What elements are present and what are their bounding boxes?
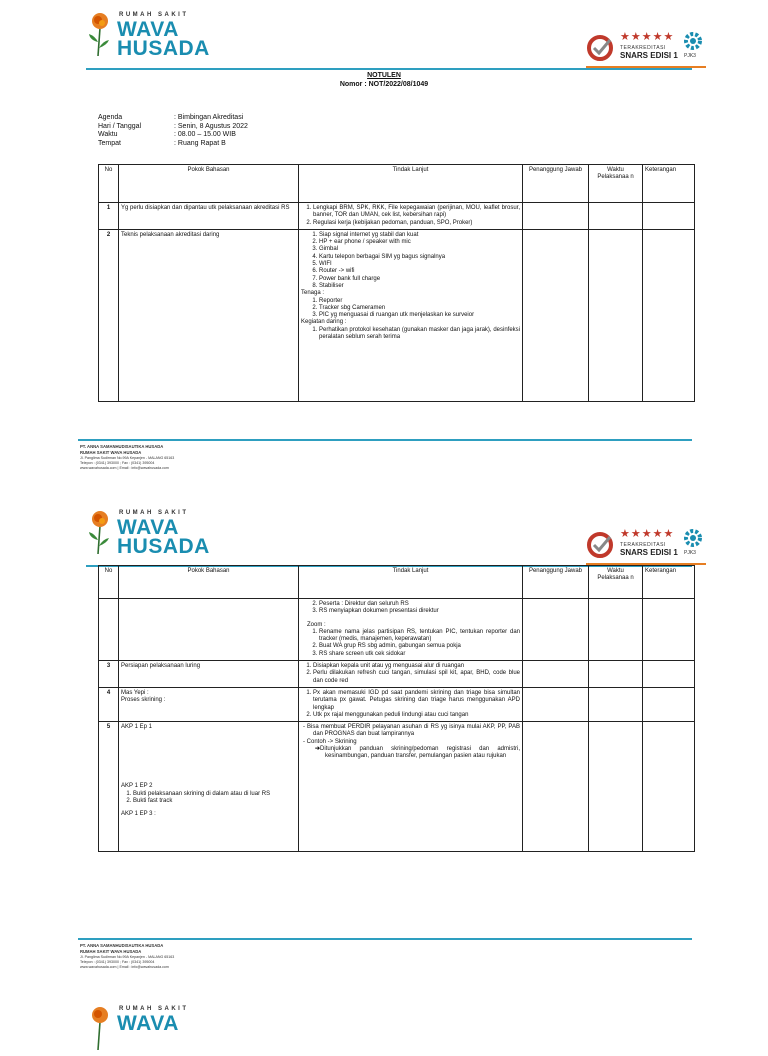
list-item: 1. Bukti pelaksanaan skrining di dalam atau di luar RS (133, 791, 296, 798)
list-item: 3. PIC yg menguasai di ruangan utk menjelaskan ke surveior (319, 312, 520, 319)
footer (80, 943, 280, 970)
pokok-line: Proses skrining : (121, 697, 166, 704)
list-item: 7. Power bank full charge (319, 276, 520, 283)
list-item: 3. RS menyiapkan dokumen presentasi direktur (319, 608, 520, 615)
row-tindak (299, 661, 523, 688)
gear-icon (682, 30, 704, 52)
list-item: 2. Bukti fast track (133, 798, 296, 805)
header-keterangan: Keterangan (643, 165, 695, 203)
row-no: 3 (99, 661, 119, 688)
row-ket (643, 599, 695, 661)
logo-wava: WAVA (117, 1012, 179, 1035)
table-header-row (99, 566, 695, 599)
header-accent (586, 66, 706, 68)
arrow-item: ➔ Ditunjukkan panduan skrining/pedoman registrasi dan admistri, kesinambungan, panduan transfer, pemulangan pasien atau rujukan (325, 746, 520, 761)
kegiatan-label: Kegiatan daring : (301, 319, 347, 326)
row-tindak (299, 599, 523, 661)
rose-icon (86, 1006, 114, 1052)
list-item: 2. Buat WA grup RS sbg admin, gabungan semua pokja (319, 643, 520, 650)
meta-value: : Senin, 8 Agustus 2022 (174, 122, 248, 130)
hospital-logo (86, 510, 216, 560)
row-waktu (589, 229, 643, 401)
header-waktu: Waktu Pelaksanaa n (589, 165, 643, 203)
row-pokok (119, 687, 299, 721)
row-pokok: Persiapan pelaksanaan luring (119, 661, 299, 688)
table-row (99, 229, 695, 401)
pokok-line: AKP 1 EP 3 : (121, 811, 156, 818)
row-pokok: Yg perlu disiapkan dan dipantau utk pelaksanaan akreditasi RS (119, 203, 299, 230)
list-item: 1. Perhatikan protokol kesehatan (gunakan masker dan jaga jarak), desinfeksi peralatan seblum serah terima (319, 327, 520, 342)
list-item: 3. RS share screen utk cek sidokar (319, 651, 520, 658)
row-tindak (299, 687, 523, 721)
list-item: 2. Tracker sbg Cameramen (319, 305, 520, 312)
rose-icon (86, 510, 114, 556)
logo-husada: HUSADA (117, 535, 210, 558)
table-row (99, 599, 695, 661)
list-item: - Bisa membuat PERDIR pelayanan asuhan di RS yg isinya mulai AKP, PP, PAB dan PROGNAS dan buat lampirannya (313, 724, 520, 739)
gear-icon (682, 527, 704, 549)
list-item: 1. Px akan memasuki IGD pd saat pandemi skrining dan triage bisa simultan terutama px gawat. Petugas skrining dan triage harus menggunakan APD lengkap (313, 690, 520, 712)
row-tindak (299, 722, 523, 852)
doc-number: Nomor : NOT/2022/08/1049 (339, 81, 429, 88)
list-item: 6. Router -> wifi (319, 268, 520, 275)
list-item: 5. WIFI (319, 261, 520, 268)
meta-value: : 08.00 – 15.00 WIB (174, 131, 236, 138)
row-no: 2 (99, 229, 119, 401)
list-item: 2. Regulasi kerja (kebijakan pedoman, panduan, SPO, Proker) (313, 220, 520, 227)
row-pj (523, 661, 589, 688)
footer-address: Jl. Panglima Sudirman No.99A Kepanjen - MALANG 65163 (80, 456, 175, 460)
header-pj: Penanggung Jawab (523, 566, 589, 599)
snars-mark-icon (586, 34, 616, 64)
row-waktu (589, 687, 643, 721)
row-waktu (589, 722, 643, 852)
table-row (99, 722, 695, 852)
footer-address: Jl. Panglima Sudirman No.99A Kepanjen - MALANG 65163 (80, 955, 175, 959)
row-pokok: Teknis pelaksanaan akreditasi daring (119, 229, 299, 401)
row-pj (523, 599, 589, 661)
rating-stars: ★★★★★ (620, 528, 675, 540)
row-pj (523, 722, 589, 852)
hospital-logo (86, 12, 216, 62)
row-ket (643, 203, 695, 230)
list-item: 1. Reporter (319, 298, 520, 305)
footer-web: www.wavahusada.com | Email : info@wavahusada.com (80, 965, 169, 969)
meta-key: Hari / Tanggal (98, 122, 142, 130)
row-pokok (119, 722, 299, 852)
logo-wava: WAVA (117, 516, 179, 539)
zoom-label: Zoom : (307, 621, 326, 628)
list-item: 1. Rename nama jelas partisipan RS, tentukan PIC, tentukan reporter dan tracker (medis, manajemen, keperawatan) (319, 629, 520, 644)
doc-title: NOTULEN (367, 72, 401, 79)
row-waktu (589, 661, 643, 688)
snars-mark-icon (586, 531, 616, 561)
header-waktu: Waktu Pelaksanaa n (589, 566, 643, 599)
row-no: 5 (99, 722, 119, 852)
list-item: 1. Siap signal internet yg stabil dan kuat (319, 232, 520, 239)
table-row (99, 203, 695, 230)
rose-icon (86, 12, 114, 58)
logo-rumah-sakit: RUMAH SAKIT (119, 12, 189, 18)
footer-hospital: RUMAH SAKIT WAVA HUSADA (80, 949, 142, 954)
accreditation-badge (586, 30, 706, 70)
row-pj (523, 229, 589, 401)
accreditation-badge (586, 527, 706, 567)
header-keterangan: Keterangan (643, 566, 695, 599)
list-item: 2. HP + ear phone / speaker with mic (319, 239, 520, 246)
hospital-logo (86, 1006, 216, 1056)
footer-company: PT. ANNA SAMANHUDISAUTIKA HUSADA (80, 943, 164, 948)
logo-rumah-sakit: RUMAH SAKIT (119, 1006, 189, 1012)
accreditation-line2: SNARS EDISI 1 (620, 548, 678, 557)
row-no (99, 599, 119, 661)
row-waktu (589, 599, 643, 661)
logo-husada: HUSADA (117, 37, 210, 60)
row-ket (643, 229, 695, 401)
minutes-table (98, 164, 695, 402)
footer-company: PT. ANNA SAMANHUDISAUTIKA HUSADA (80, 444, 164, 449)
pokok-line: AKP 1 EP 2 (121, 783, 153, 790)
minutes-table (98, 565, 695, 852)
rating-stars: ★★★★★ (620, 31, 675, 43)
list-item: 8. Stabiliser (319, 283, 520, 290)
meta-value: : Ruang Rapat B (174, 139, 226, 147)
list-item: 2. Peserta : Direktur dan seluruh RS (319, 601, 520, 608)
meeting-meta (98, 114, 248, 148)
header-tindak: Tindak Lanjut (299, 566, 523, 599)
list-item: 3. Gimbal (319, 246, 520, 253)
footer-web: www.wavahusada.com | Email : info@wavahusada.com (80, 466, 169, 470)
header-no: No (99, 566, 119, 599)
table-row (99, 687, 695, 721)
meta-value: : Bimbingan Akreditasi (174, 114, 244, 121)
row-pokok (119, 599, 299, 661)
footer-phone: Telepon : (0341) 393000 ; Fax : (0341) 395004 (80, 461, 155, 465)
table-header-row (99, 165, 695, 203)
meta-key: Tempat (98, 139, 121, 147)
list-item: 2. Utk px rajal menggunakan peduli lindungi atau cuci tangan (313, 712, 520, 719)
row-tindak (299, 203, 523, 230)
row-pj (523, 687, 589, 721)
row-pj (523, 203, 589, 230)
row-no: 4 (99, 687, 119, 721)
row-ket (643, 722, 695, 852)
header-pj: Penanggung Jawab (523, 165, 589, 203)
row-ket (643, 687, 695, 721)
row-tindak (299, 229, 523, 401)
pokok-line: AKP 1 Ep 1 (121, 724, 152, 731)
footer-divider (78, 938, 692, 940)
list-item: 1. Lengkapi BRM, SPK, RKK, File kepegawaian (perijinan, MOU, leaflet brosur, banner, TOR dan UMAN, cek list, kebersihan rapi) (313, 205, 520, 220)
header-pokok: Pokok Bahasan (119, 165, 299, 203)
list-item: 1. Disiapkan kepala unit atau yg menguasai alur di ruangan (313, 663, 520, 670)
pjk3-label: PJK3 (684, 53, 696, 59)
footer-hospital: RUMAH SAKIT WAVA HUSADA (80, 450, 142, 455)
row-waktu (589, 203, 643, 230)
footer-divider (78, 439, 692, 441)
list-item: 2. Perlu dilakukan refresh cuci tangan, simulasi spil kit, apar, BHD, code blue dan code red (313, 670, 520, 685)
pjk3-label: PJK3 (684, 550, 696, 556)
meta-key: Waktu (98, 131, 118, 138)
logo-wava: WAVA (117, 18, 179, 41)
table-row (99, 661, 695, 688)
accreditation-line2: SNARS EDISI 1 (620, 51, 678, 60)
header-tindak: Tindak Lanjut (299, 165, 523, 203)
header-pokok: Pokok Bahasan (119, 566, 299, 599)
row-no: 1 (99, 203, 119, 230)
row-ket (643, 661, 695, 688)
footer (80, 444, 280, 471)
logo-rumah-sakit: RUMAH SAKIT (119, 510, 189, 516)
header-divider (86, 68, 692, 70)
list-item: - Contoh -> Skrining (313, 739, 520, 746)
list-item: 4. Kartu telepon berbagai SIM yg bagus signalnya (319, 254, 520, 261)
accreditation-line1: TERAKREDITASI (620, 45, 666, 51)
meta-key: Agenda (98, 114, 123, 121)
tenaga-label: Tenaga : (301, 290, 325, 297)
accreditation-line1: TERAKREDITASI (620, 542, 666, 548)
pokok-line: Mas Yepi : (121, 689, 149, 696)
header-no: No (99, 165, 119, 203)
footer-phone: Telepon : (0341) 393000 ; Fax : (0341) 395004 (80, 960, 155, 964)
